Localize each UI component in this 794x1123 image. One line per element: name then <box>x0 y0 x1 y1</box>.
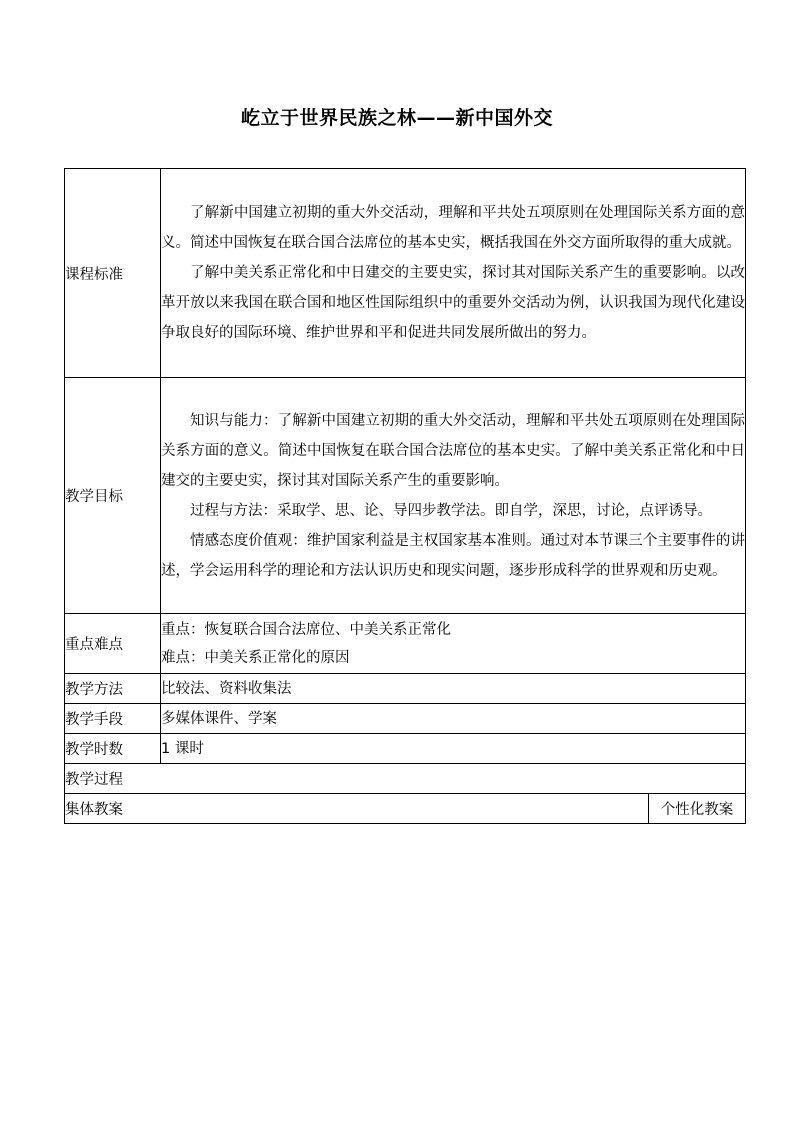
key-point-text: 重点：恢复联合国合法席位、中美关系正常化 <box>161 621 451 638</box>
row-teaching-hours <box>65 734 746 764</box>
teaching-objectives-content <box>161 378 746 614</box>
key-points-content <box>161 614 746 674</box>
curriculum-standard-label: 课程标准 <box>65 169 161 378</box>
row-teaching-means <box>65 704 746 734</box>
teaching-objectives-label: 教学目标 <box>65 378 161 614</box>
teaching-hours-label: 教学时数 <box>65 734 161 764</box>
row-teaching-method <box>65 674 746 704</box>
curriculum-paragraph-1: 了解新中国建立初期的重大外交活动，理解和平共处五项原则在处理国际关系方面的意义。简述中国恢复在联合国合法席位的基本史实，概括我国在外交方面所取得的重大成就。 <box>161 205 745 251</box>
curriculum-standard-content <box>161 169 746 378</box>
objective-knowledge: 知识与能力：了解新中国建立初期的重大外交活动，理解和平共处五项原则在处理国际关系方面的意义。简述中国恢复在联合国合法席位的基本史实。了解中美关系正常化和中日建交的主要史实，探讨其对国际关系产生的重要影响。 <box>161 412 745 489</box>
row-teaching-objectives <box>65 378 746 614</box>
row-key-points <box>65 614 746 674</box>
teaching-means-label: 教学手段 <box>65 704 161 734</box>
teaching-method-value: 比较法、资料收集法 <box>161 674 746 704</box>
key-points-label: 重点难点 <box>65 614 161 674</box>
teaching-hours-value: 1 课时 <box>161 734 746 764</box>
difficulty-text: 难点：中美关系正常化的原因 <box>161 649 350 666</box>
objective-process: 过程与方法：采取学、思、论、导四步教学法。即自学，深思，讨论，点评诱导。 <box>190 502 712 519</box>
personal-plan-label: 个性化教案 <box>649 794 746 824</box>
document-title: 屹立于世界民族之林——新中国外交 <box>240 107 553 129</box>
objective-emotion: 情感态度价值观：维护国家利益是主权国家基本准则。通过对本节课三个主要事件的讲述，学会运用科学的理论和方法认识历史和现实问题，逐步形成科学的世界观和历史观。 <box>161 532 745 579</box>
row-curriculum-standard <box>65 169 746 378</box>
row-plans <box>65 794 746 824</box>
teaching-process-label: 教学过程 <box>65 764 746 794</box>
row-teaching-process <box>65 764 746 794</box>
collective-plan-label: 集体教案 <box>65 794 649 824</box>
lesson-plan-table <box>64 168 746 824</box>
curriculum-paragraph-2: 了解中美关系正常化和中日建交的主要史实，探讨其对国际关系产生的重要影响。以改革开放以来我国在联合国和地区性国际组织中的重要外交活动为例，认识我国为现代化建设争取良好的国际环境、维护世界和平和促进共同发展所做出的努力。 <box>161 265 745 341</box>
teaching-means-value: 多媒体课件、学案 <box>161 704 746 734</box>
teaching-method-label: 教学方法 <box>65 674 161 704</box>
